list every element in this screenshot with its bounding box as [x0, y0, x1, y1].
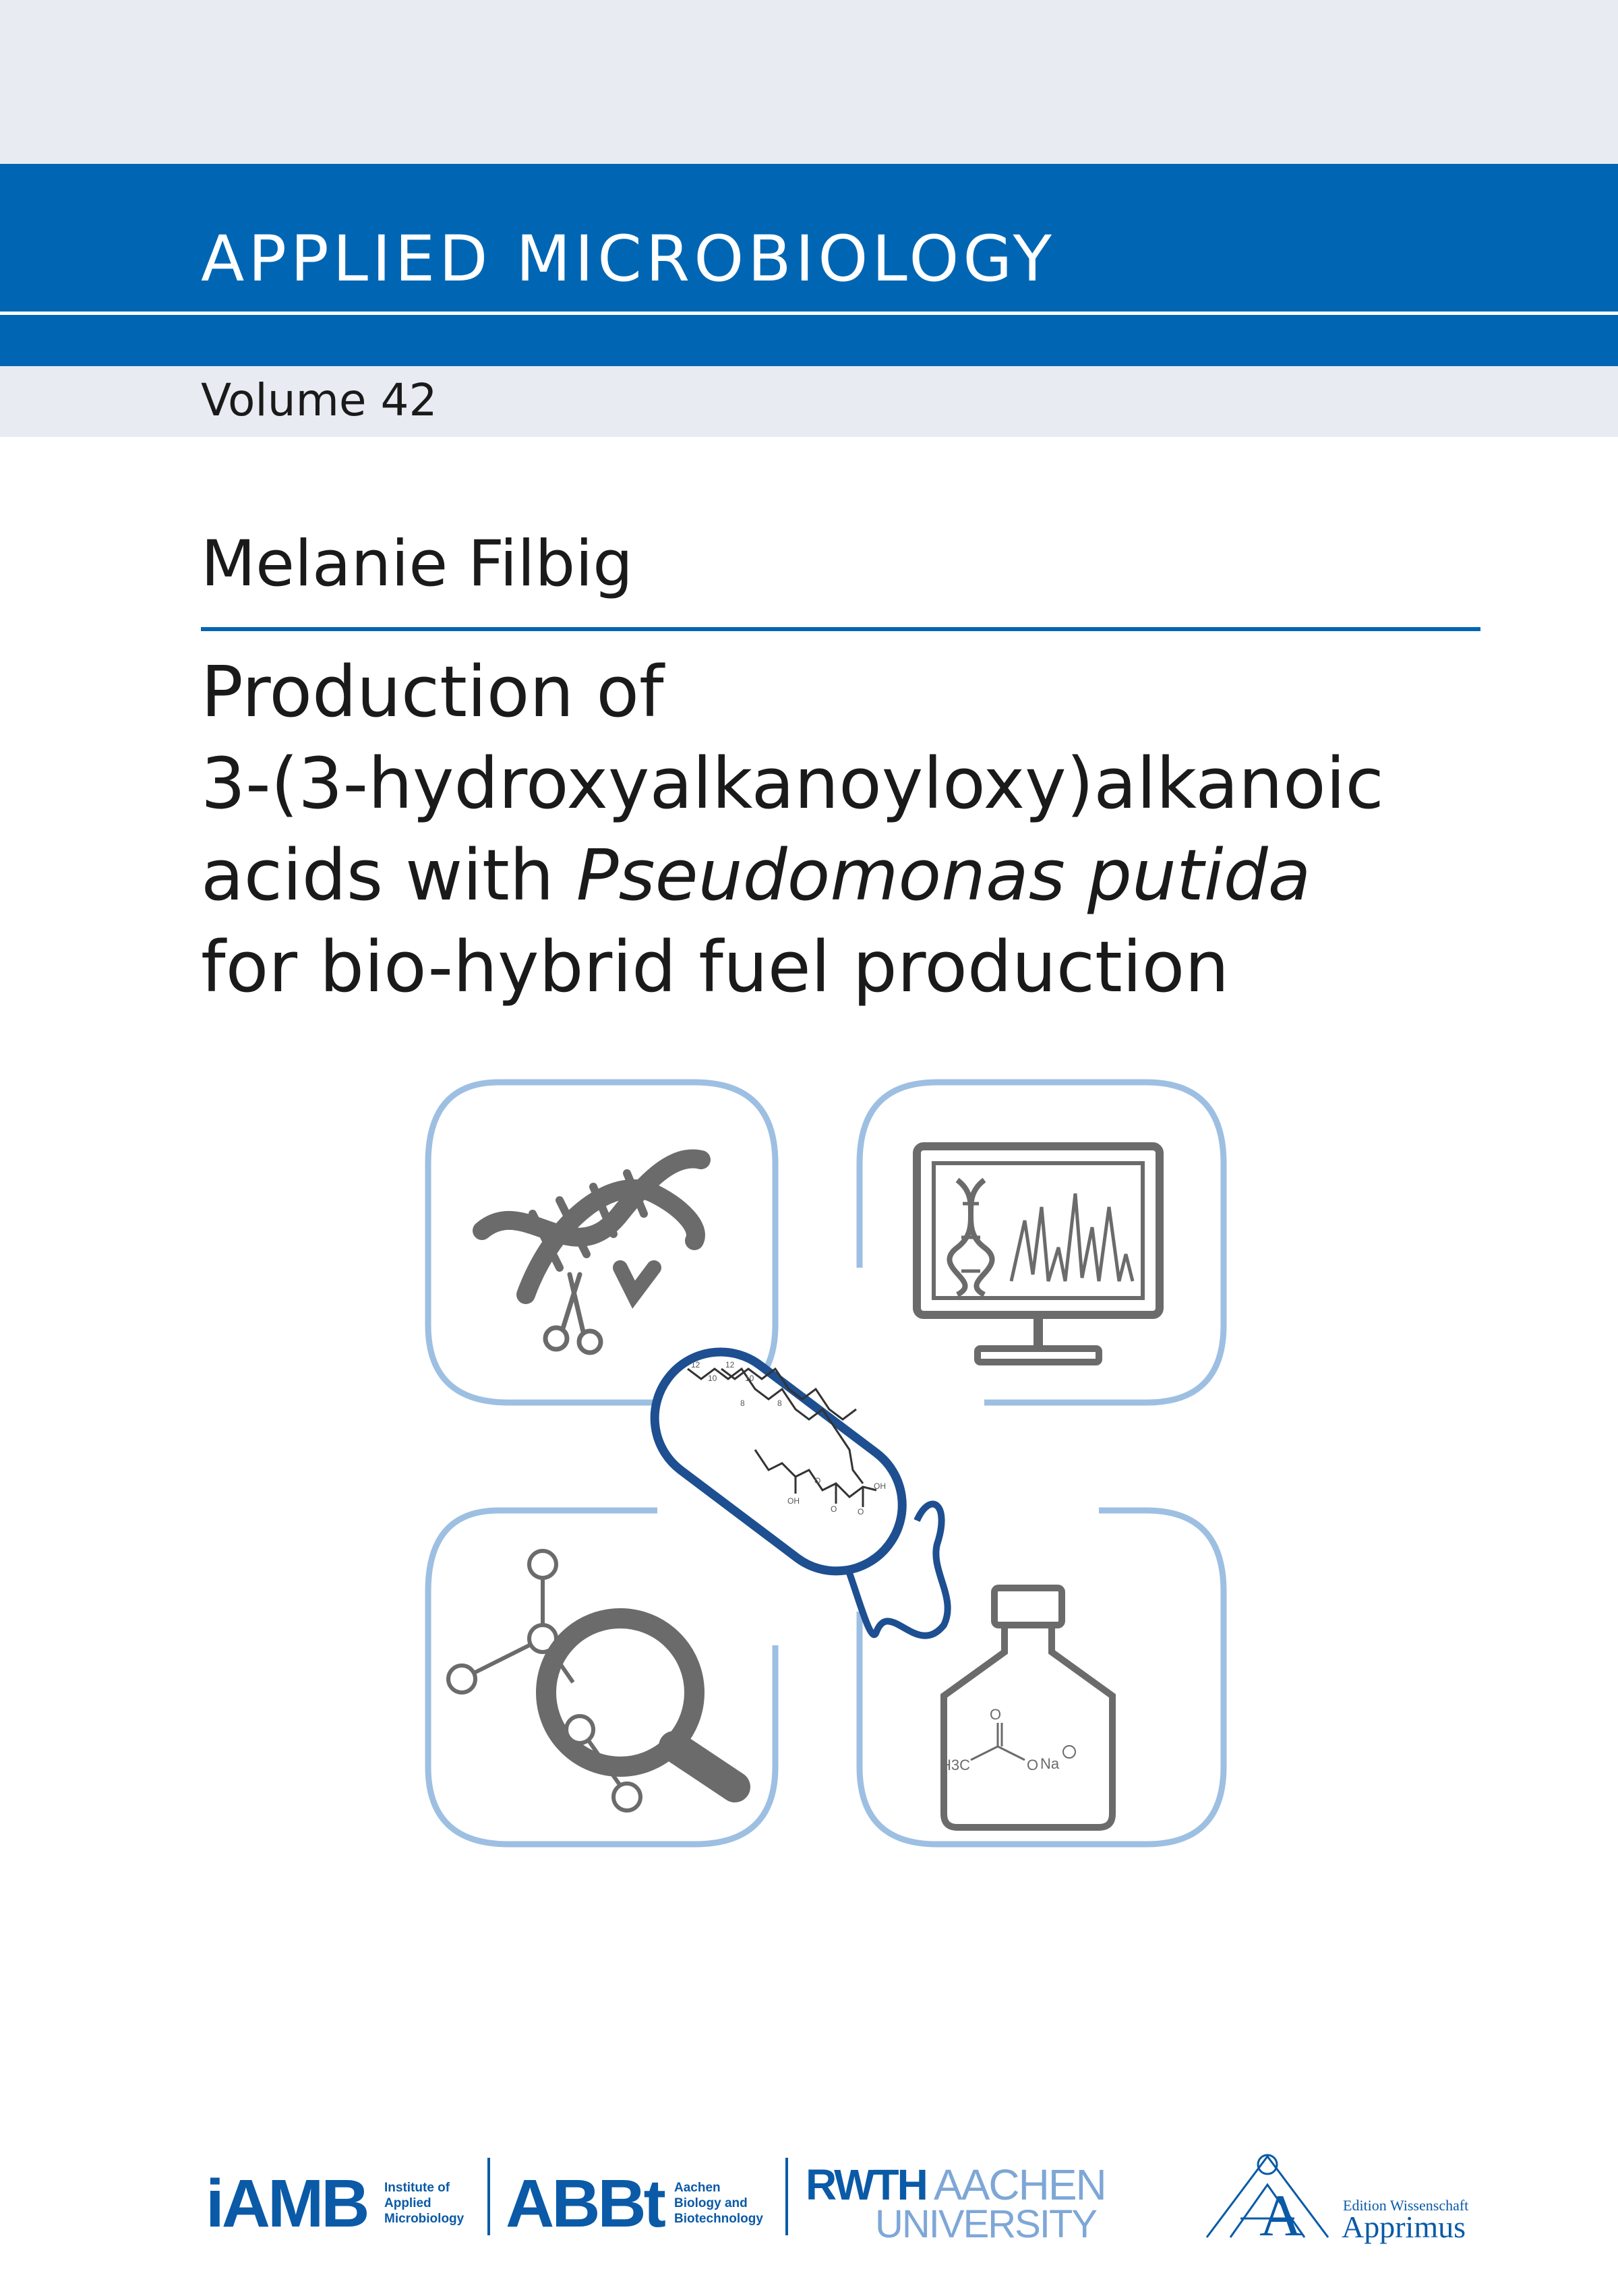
carbonyl-oxygen-label: O — [831, 1504, 837, 1514]
frame-bottom-right — [860, 1510, 1224, 1844]
rwth-mark: RWTH — [806, 2160, 926, 2209]
volume-number: Volume 42 — [201, 374, 438, 426]
dna-scissors-icon — [482, 1158, 701, 1353]
iamb-mark: iAMB — [206, 2166, 367, 2241]
species-name: Pseudomonas putida — [576, 834, 1311, 916]
apprimus-line-1: Edition Wissenschaft — [1343, 2197, 1469, 2214]
methyl-label: H3C — [940, 1757, 971, 1773]
author-name: Melanie Filbig — [201, 527, 633, 601]
acetate-oxygen-label: O — [1027, 1757, 1039, 1773]
logo-strip — [0, 2138, 1618, 2272]
abbt-line-1: Aachen — [674, 2181, 721, 2195]
series-bar-lower — [0, 315, 1618, 366]
iamb-line-1: Institute of — [384, 2181, 450, 2195]
ester-oxygen-label: O — [814, 1476, 821, 1485]
rwth-university: UNIVERSITY — [875, 2202, 1097, 2246]
bacterium-hae-icon — [628, 1326, 947, 1636]
abbt-logo — [506, 2166, 763, 2241]
chain-number-label: 12 — [725, 1360, 735, 1370]
sodium-label: Na — [1040, 1755, 1060, 1772]
apprimus-a-mark: A — [1259, 2183, 1302, 2249]
title-line-2: 3-(3-hydroxyalkanoyloxy)alkanoic — [201, 742, 1384, 825]
rwth-logo — [806, 2160, 1106, 2246]
acetate-labels — [940, 1706, 1060, 1773]
chain-number-label: 8 — [777, 1399, 782, 1408]
acid-hydroxyl-label: OH — [874, 1481, 886, 1491]
carbonyl-oxygen-label: O — [990, 1706, 1002, 1723]
book-title — [201, 646, 1482, 1013]
iamb-logo — [206, 2166, 465, 2241]
iamb-line-2: Applied — [384, 2196, 431, 2210]
logo-divider — [487, 2158, 490, 2235]
title-divider — [201, 627, 1480, 631]
chain-number-label: 10 — [745, 1374, 754, 1383]
apprimus-line-2: Apprimus — [1342, 2210, 1466, 2244]
molecule-magnifier-icon — [448, 1551, 735, 1811]
abbt-line-3: Biotechnology — [674, 2212, 763, 2226]
cover-illustration — [418, 1072, 1227, 1868]
acid-oxygen-label: O — [858, 1507, 864, 1517]
title-line-3 — [201, 829, 1482, 921]
chain-number-label: 12 — [691, 1360, 700, 1370]
title-line-1: Production of — [201, 651, 664, 733]
rwth-aachen: AACHEN — [934, 2160, 1106, 2209]
title-line-4: for bio-hybrid fuel production — [201, 926, 1230, 1008]
series-title: APPLIED MICROBIOLOGY — [201, 223, 1056, 296]
bottle-acetate-icon — [944, 1588, 1112, 1827]
hydroxyl-label: OH — [787, 1496, 800, 1506]
abbt-line-2: Biology and — [674, 2196, 748, 2210]
iamb-line-3: Microbiology — [384, 2212, 465, 2226]
monitor-dna-chart-icon — [917, 1146, 1160, 1362]
chain-number-label: 8 — [740, 1399, 745, 1408]
logo-divider — [785, 2158, 788, 2235]
title-line-3-text: acids with — [201, 834, 576, 916]
apprimus-logo — [1207, 2155, 1468, 2249]
chain-number-label: 10 — [708, 1374, 717, 1383]
abbt-mark: ABBt — [506, 2166, 663, 2241]
top-band — [0, 0, 1618, 164]
